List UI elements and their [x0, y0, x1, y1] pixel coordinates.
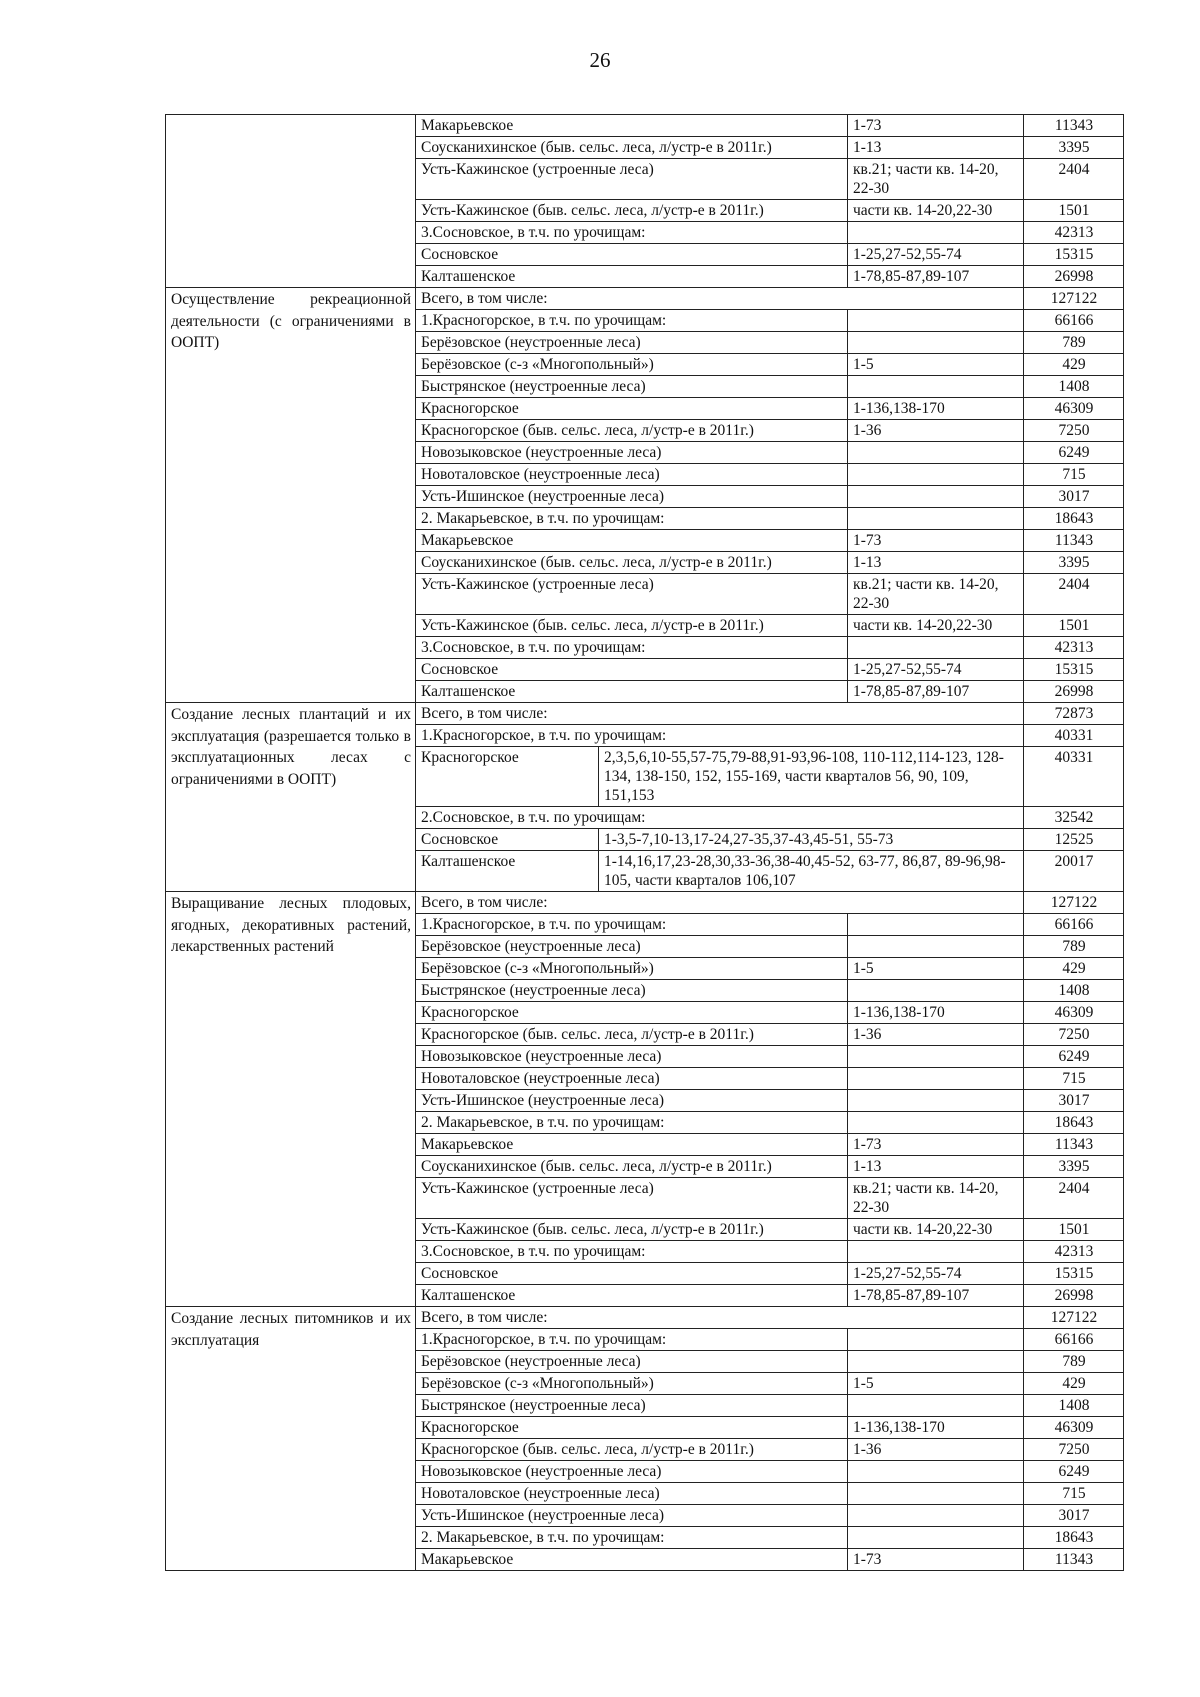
area-value-cell: 789 — [1024, 1351, 1124, 1373]
quarters-cell: 1-136,138-170 — [848, 1002, 1024, 1024]
area-value-cell: 40331 — [1024, 725, 1124, 747]
activity-type-cell — [166, 115, 416, 288]
activity-type-cell: Осуществление рекреационной деятельности (с ограничениями в ООПТ) — [166, 288, 416, 703]
quarters-cell: 1-5 — [848, 958, 1024, 980]
area-value-cell: 3017 — [1024, 1090, 1124, 1112]
area-name-cell: Всего, в том числе: — [416, 1307, 1024, 1329]
area-name-cell: Быстрянское (неустроенные леса) — [416, 376, 848, 398]
area-name-cell: 1.Красногорское, в т.ч. по урочищам: — [416, 725, 1024, 747]
area-name-cell: Всего, в том числе: — [416, 703, 1024, 725]
quarters-cell — [848, 1395, 1024, 1417]
activity-type-cell: Создание лесных плантаций и их эксплуатация (разрешается только в эксплуатационных лесах с ограничениями в ООПТ) — [166, 703, 416, 892]
forest-use-table — [165, 114, 1124, 1571]
area-value-cell: 42313 — [1024, 222, 1124, 244]
quarters-cell — [848, 1068, 1024, 1090]
quarters-cell: 1-3,5-7,10-13,17-24,27-35,37-43,45-51, 55-73 — [599, 829, 1024, 851]
area-value-cell: 7250 — [1024, 1024, 1124, 1046]
quarters-cell — [848, 332, 1024, 354]
quarters-cell — [848, 222, 1024, 244]
quarters-cell — [848, 980, 1024, 1002]
area-name-cell: Калташенское — [416, 1285, 848, 1307]
quarters-cell — [848, 486, 1024, 508]
quarters-cell: 1-136,138-170 — [848, 1417, 1024, 1439]
quarters-cell: части кв. 14-20,22-30 — [848, 615, 1024, 637]
area-value-cell: 11343 — [1024, 530, 1124, 552]
quarters-cell: 1-5 — [848, 354, 1024, 376]
area-value-cell: 1501 — [1024, 200, 1124, 222]
area-value-cell: 3395 — [1024, 552, 1124, 574]
area-value-cell: 789 — [1024, 936, 1124, 958]
area-name-cell: Макарьевское — [416, 115, 848, 137]
area-value-cell: 42313 — [1024, 1241, 1124, 1263]
area-name-cell: Усть-Ишинское (неустроенные леса) — [416, 1505, 848, 1527]
area-name-cell: Соусканихинское (быв. сельс. леса, л/устр-е в 2011г.) — [416, 552, 848, 574]
quarters-cell — [848, 1527, 1024, 1549]
area-value-cell: 15315 — [1024, 1263, 1124, 1285]
area-value-cell: 3395 — [1024, 1156, 1124, 1178]
area-name-cell: Усть-Ишинское (неустроенные леса) — [416, 1090, 848, 1112]
area-name-cell: Быстрянское (неустроенные леса) — [416, 1395, 848, 1417]
area-value-cell: 40331 — [1024, 747, 1124, 807]
quarters-cell: 1-25,27-52,55-74 — [848, 1263, 1024, 1285]
area-name-cell: Берёзовское (неустроенные леса) — [416, 332, 848, 354]
quarters-cell: кв.21; части кв. 14-20, 22-30 — [848, 159, 1024, 200]
quarters-cell — [848, 376, 1024, 398]
area-name-cell: 2. Макарьевское, в т.ч. по урочищам: — [416, 1112, 848, 1134]
area-value-cell: 66166 — [1024, 1329, 1124, 1351]
quarters-cell — [848, 1241, 1024, 1263]
quarters-cell — [848, 637, 1024, 659]
area-name-cell: Усть-Ишинское (неустроенные леса) — [416, 486, 848, 508]
area-value-cell: 127122 — [1024, 1307, 1124, 1329]
quarters-cell: кв.21; части кв. 14-20, 22-30 — [848, 1178, 1024, 1219]
area-value-cell: 6249 — [1024, 1461, 1124, 1483]
area-name-cell: Новоталовское (неустроенные леса) — [416, 1068, 848, 1090]
area-name-cell: Всего, в том числе: — [416, 892, 1024, 914]
table-row — [166, 115, 1124, 137]
area-name-cell: Быстрянское (неустроенные леса) — [416, 980, 848, 1002]
area-name-cell: Усть-Кажинское (быв. сельс. леса, л/устр-е в 2011г.) — [416, 200, 848, 222]
area-value-cell: 12525 — [1024, 829, 1124, 851]
area-name-cell: 3.Сосновское, в т.ч. по урочищам: — [416, 222, 848, 244]
area-name-cell: Усть-Кажинское (устроенные леса) — [416, 574, 848, 615]
area-value-cell: 715 — [1024, 464, 1124, 486]
area-name-cell: 1.Красногорское, в т.ч. по урочищам: — [416, 1329, 848, 1351]
area-value-cell: 1501 — [1024, 1219, 1124, 1241]
area-name-cell: Красногорское — [416, 747, 599, 807]
quarters-cell — [848, 1112, 1024, 1134]
area-name-cell: Макарьевское — [416, 1134, 848, 1156]
area-value-cell: 2404 — [1024, 1178, 1124, 1219]
quarters-cell — [848, 1329, 1024, 1351]
area-value-cell: 7250 — [1024, 1439, 1124, 1461]
area-name-cell: Новозыковское (неустроенные леса) — [416, 1046, 848, 1068]
quarters-cell — [848, 1461, 1024, 1483]
quarters-cell: 1-73 — [848, 115, 1024, 137]
area-name-cell: Берёзовское (с-з «Многопольный») — [416, 958, 848, 980]
quarters-cell: 1-14,16,17,23-28,30,33-36,38-40,45-52, 63-77, 86,87, 89-96,98-105, части кварталов 106,107 — [599, 851, 1024, 892]
quarters-cell: 2,3,5,6,10-55,57-75,79-88,91-93,96-108, 110-112,114-123, 128-134, 138-150, 152, 155-169, части кварталов 56, 90, 109, 151,153 — [599, 747, 1024, 807]
area-name-cell: Новоталовское (неустроенные леса) — [416, 1483, 848, 1505]
quarters-cell — [848, 1351, 1024, 1373]
area-name-cell: Макарьевское — [416, 530, 848, 552]
quarters-cell — [848, 508, 1024, 530]
quarters-cell: 1-73 — [848, 1134, 1024, 1156]
area-value-cell: 11343 — [1024, 115, 1124, 137]
quarters-cell — [848, 464, 1024, 486]
area-value-cell: 127122 — [1024, 892, 1124, 914]
area-name-cell: Усть-Кажинское (быв. сельс. леса, л/устр-е в 2011г.) — [416, 1219, 848, 1241]
area-value-cell: 1408 — [1024, 980, 1124, 1002]
quarters-cell: 1-78,85-87,89-107 — [848, 266, 1024, 288]
area-value-cell: 2404 — [1024, 159, 1124, 200]
quarters-cell: 1-36 — [848, 420, 1024, 442]
area-value-cell: 429 — [1024, 354, 1124, 376]
area-name-cell: Берёзовское (неустроенные леса) — [416, 936, 848, 958]
area-name-cell: 3.Сосновское, в т.ч. по урочищам: — [416, 1241, 848, 1263]
area-name-cell: Сосновское — [416, 244, 848, 266]
table-row — [166, 1307, 1124, 1329]
page-number: 26 — [589, 48, 611, 72]
area-name-cell: Красногорское (быв. сельс. леса, л/устр-е в 2011г.) — [416, 1439, 848, 1461]
quarters-cell: 1-36 — [848, 1439, 1024, 1461]
area-name-cell: 2. Макарьевское, в т.ч. по урочищам: — [416, 508, 848, 530]
table-row — [166, 703, 1124, 725]
quarters-cell: 1-136,138-170 — [848, 398, 1024, 420]
area-value-cell: 11343 — [1024, 1134, 1124, 1156]
area-name-cell: 2.Сосновское, в т.ч. по урочищам: — [416, 807, 1024, 829]
quarters-cell: 1-36 — [848, 1024, 1024, 1046]
area-value-cell: 3017 — [1024, 486, 1124, 508]
area-value-cell: 46309 — [1024, 1002, 1124, 1024]
area-name-cell: Новозыковское (неустроенные леса) — [416, 442, 848, 464]
table-row — [166, 288, 1124, 310]
activity-type-cell: Выращивание лесных плодовых, ягодных, декоративных растений, лекарственных растений — [166, 892, 416, 1307]
area-value-cell: 26998 — [1024, 266, 1124, 288]
area-name-cell: Берёзовское (неустроенные леса) — [416, 1351, 848, 1373]
area-name-cell: Сосновское — [416, 1263, 848, 1285]
area-value-cell: 18643 — [1024, 1527, 1124, 1549]
area-value-cell: 20017 — [1024, 851, 1124, 892]
area-name-cell: Калташенское — [416, 266, 848, 288]
area-value-cell: 3395 — [1024, 137, 1124, 159]
quarters-cell: 1-73 — [848, 530, 1024, 552]
quarters-cell: 1-5 — [848, 1373, 1024, 1395]
area-name-cell: Новозыковское (неустроенные леса) — [416, 1461, 848, 1483]
area-value-cell: 26998 — [1024, 1285, 1124, 1307]
area-name-cell: Сосновское — [416, 659, 848, 681]
quarters-cell — [848, 914, 1024, 936]
table-body — [166, 115, 1124, 1571]
area-name-cell: 1.Красногорское, в т.ч. по урочищам: — [416, 914, 848, 936]
quarters-cell — [848, 1090, 1024, 1112]
area-name-cell: Новоталовское (неустроенные леса) — [416, 464, 848, 486]
area-name-cell: Усть-Кажинское (устроенные леса) — [416, 159, 848, 200]
area-name-cell: Калташенское — [416, 851, 599, 892]
area-value-cell: 18643 — [1024, 1112, 1124, 1134]
area-name-cell: Соусканихинское (быв. сельс. леса, л/устр-е в 2011г.) — [416, 137, 848, 159]
area-name-cell: Усть-Кажинское (быв. сельс. леса, л/устр-е в 2011г.) — [416, 615, 848, 637]
quarters-cell: части кв. 14-20,22-30 — [848, 1219, 1024, 1241]
area-value-cell: 1408 — [1024, 376, 1124, 398]
quarters-cell: части кв. 14-20,22-30 — [848, 200, 1024, 222]
area-value-cell: 429 — [1024, 1373, 1124, 1395]
quarters-cell: 1-78,85-87,89-107 — [848, 1285, 1024, 1307]
area-value-cell: 32542 — [1024, 807, 1124, 829]
area-value-cell: 429 — [1024, 958, 1124, 980]
area-name-cell: Всего, в том числе: — [416, 288, 1024, 310]
quarters-cell — [848, 1046, 1024, 1068]
area-value-cell: 46309 — [1024, 398, 1124, 420]
area-value-cell: 2404 — [1024, 574, 1124, 615]
activity-type-cell: Создание лесных питомников и их эксплуатация — [166, 1307, 416, 1571]
area-value-cell: 11343 — [1024, 1549, 1124, 1571]
area-value-cell: 1501 — [1024, 615, 1124, 637]
area-value-cell: 6249 — [1024, 442, 1124, 464]
area-value-cell: 46309 — [1024, 1417, 1124, 1439]
area-name-cell: Макарьевское — [416, 1549, 848, 1571]
quarters-cell — [848, 936, 1024, 958]
area-name-cell: Красногорское (быв. сельс. леса, л/устр-е в 2011г.) — [416, 1024, 848, 1046]
area-value-cell: 66166 — [1024, 310, 1124, 332]
area-value-cell: 42313 — [1024, 637, 1124, 659]
quarters-cell: 1-13 — [848, 1156, 1024, 1178]
area-name-cell: Калташенское — [416, 681, 848, 703]
area-value-cell: 127122 — [1024, 288, 1124, 310]
area-value-cell: 6249 — [1024, 1046, 1124, 1068]
quarters-cell: 1-13 — [848, 137, 1024, 159]
area-name-cell: Усть-Кажинское (устроенные леса) — [416, 1178, 848, 1219]
area-name-cell: 1.Красногорское, в т.ч. по урочищам: — [416, 310, 848, 332]
area-name-cell: Красногорское — [416, 1417, 848, 1439]
area-name-cell: Соусканихинское (быв. сельс. леса, л/устр-е в 2011г.) — [416, 1156, 848, 1178]
quarters-cell: 1-78,85-87,89-107 — [848, 681, 1024, 703]
table-row — [166, 892, 1124, 914]
area-value-cell: 15315 — [1024, 659, 1124, 681]
area-value-cell: 26998 — [1024, 681, 1124, 703]
area-value-cell: 789 — [1024, 332, 1124, 354]
area-name-cell: Берёзовское (с-з «Многопольный») — [416, 1373, 848, 1395]
area-value-cell: 7250 — [1024, 420, 1124, 442]
quarters-cell: 1-73 — [848, 1549, 1024, 1571]
quarters-cell — [848, 310, 1024, 332]
area-value-cell: 715 — [1024, 1483, 1124, 1505]
area-value-cell: 715 — [1024, 1068, 1124, 1090]
area-name-cell: Сосновское — [416, 829, 599, 851]
area-value-cell: 15315 — [1024, 244, 1124, 266]
quarters-cell: 1-25,27-52,55-74 — [848, 244, 1024, 266]
area-name-cell: Берёзовское (с-з «Многопольный») — [416, 354, 848, 376]
area-name-cell: 2. Макарьевское, в т.ч. по урочищам: — [416, 1527, 848, 1549]
area-value-cell: 3017 — [1024, 1505, 1124, 1527]
area-value-cell: 1408 — [1024, 1395, 1124, 1417]
area-value-cell: 72873 — [1024, 703, 1124, 725]
area-name-cell: Красногорское (быв. сельс. леса, л/устр-е в 2011г.) — [416, 420, 848, 442]
area-name-cell: 3.Сосновское, в т.ч. по урочищам: — [416, 637, 848, 659]
quarters-cell — [848, 1505, 1024, 1527]
area-name-cell: Красногорское — [416, 1002, 848, 1024]
quarters-cell: кв.21; части кв. 14-20, 22-30 — [848, 574, 1024, 615]
quarters-cell — [848, 442, 1024, 464]
quarters-cell: 1-13 — [848, 552, 1024, 574]
quarters-cell: 1-25,27-52,55-74 — [848, 659, 1024, 681]
area-name-cell: Красногорское — [416, 398, 848, 420]
area-value-cell: 18643 — [1024, 508, 1124, 530]
area-value-cell: 66166 — [1024, 914, 1124, 936]
quarters-cell — [848, 1483, 1024, 1505]
